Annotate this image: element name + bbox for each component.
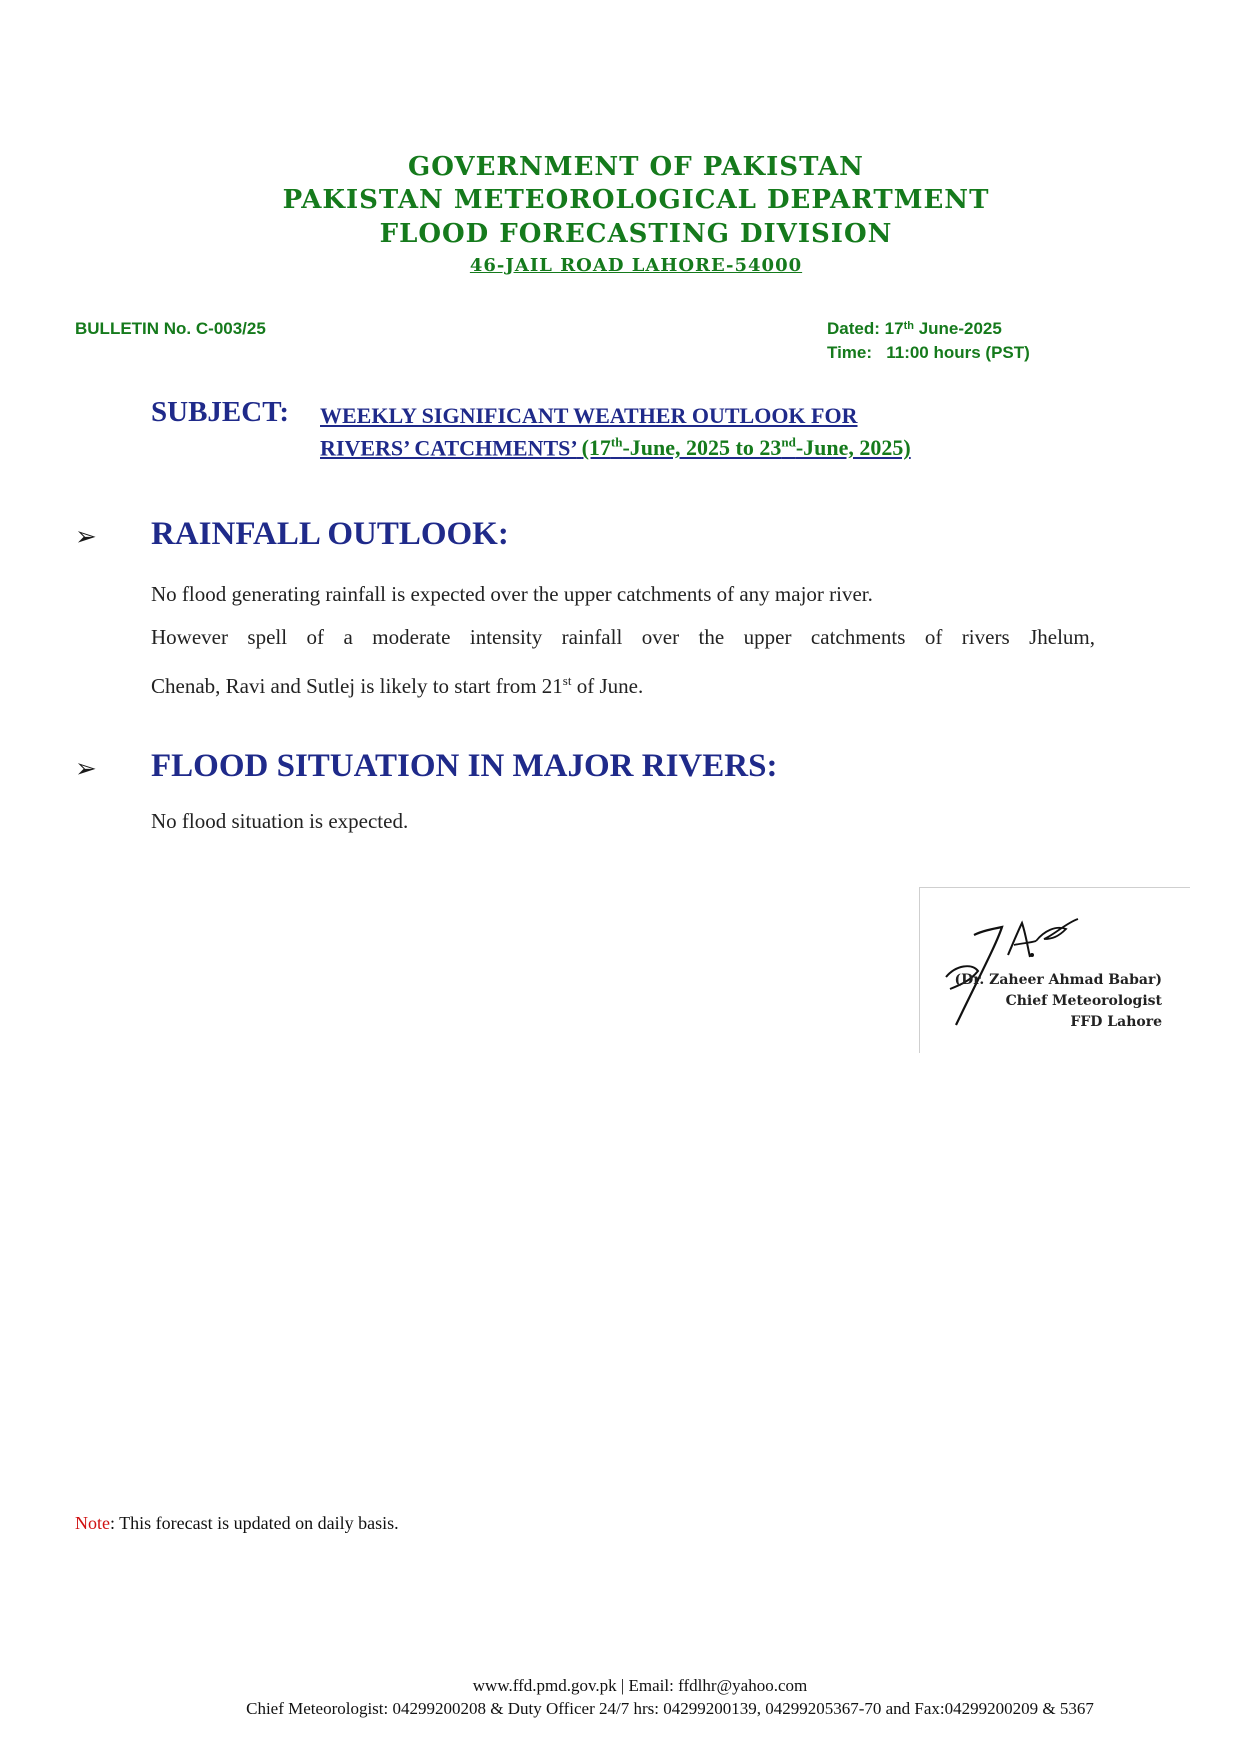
bulletin-number: BULLETIN No. C-003/25 [75, 319, 266, 338]
rainfall-line-3-end: of June. [571, 674, 644, 698]
flood-heading: FLOOD SITUATION IN MAJOR RIVERS: [151, 748, 778, 784]
footer-contact-phones: Chief Meteorologist: 04299200208 & Duty Officer 24/7 hrs: 04299200139, 04299205367-70 and Fax:04299200209 & 5367 [246, 1699, 1094, 1718]
header-department: PAKISTAN METEOROLOGICAL DEPARTMENT [282, 185, 990, 215]
note-label: Note [75, 1513, 110, 1533]
rainfall-line-3-text: Chenab, Ravi and Sutlej is likely to start from 21 [151, 674, 563, 698]
rainfall-line-3 [151, 659, 1095, 708]
signatory-title: Chief Meteorologist [1005, 993, 1162, 1009]
rainfall-line-2: However spell of a moderate intensity rainfall over the upper catchments of rivers Jhelum, [151, 625, 1095, 649]
subject-label: SUBJECT: [151, 396, 290, 428]
time-label: Time: [827, 343, 873, 362]
subject-line-2 [320, 435, 911, 461]
footer-contact-web: www.ffd.pmd.gov.pk | Email: ffdlhr@yahoo.com [472, 1676, 808, 1695]
subject-date-end-suffix: nd [781, 435, 796, 450]
rainfall-heading: RAINFALL OUTLOOK: [151, 516, 509, 552]
time-value: 11:00 hours (PST) [886, 343, 1030, 362]
subject-date-range [582, 435, 911, 460]
rainfall-paragraph [151, 573, 1095, 708]
date-day-suffix: th [903, 320, 914, 332]
forecast-note [75, 1513, 399, 1534]
rainfall-date-suffix: st [562, 673, 572, 688]
arrow-bullet-icon: ➢ [75, 754, 97, 784]
bulletin-time [827, 343, 1030, 363]
subject-line-2-prefix: RIVERS’ CATCHMENTS’ [320, 435, 577, 461]
flood-text: No flood situation is expected. [151, 809, 409, 833]
header-address: 46-JAIL ROAD LAHORE-54000 [469, 255, 803, 276]
date-month-year: June-2025 [918, 319, 1002, 338]
signatory-office: FFD Lahore [1070, 1014, 1162, 1030]
subject-date-mid: -June, 2025 to 23 [622, 435, 782, 461]
header-division: FLOOD FORECASTING DIVISION [379, 219, 893, 249]
date-day: 17 [884, 319, 904, 338]
note-text: : This forecast is updated on daily basis. [110, 1513, 399, 1533]
header-government: GOVERNMENT OF PAKISTAN [408, 152, 864, 182]
rainfall-line-1: No flood generating rainfall is expected over the upper catchments of any major river. [151, 582, 873, 606]
subject-date-start-suffix: th [610, 435, 623, 450]
arrow-bullet-icon: ➢ [75, 522, 97, 552]
subject-date-end: -June, 2025) [795, 435, 911, 461]
bulletin-date [827, 319, 1002, 339]
signatory-name: (Dr. Zaheer Ahmad Babar) [954, 972, 1162, 988]
subject-line-1: WEEKLY SIGNIFICANT WEATHER OUTLOOK FOR [320, 403, 858, 428]
date-label: Dated: [827, 319, 880, 338]
subject-date-start: (17 [581, 435, 611, 461]
